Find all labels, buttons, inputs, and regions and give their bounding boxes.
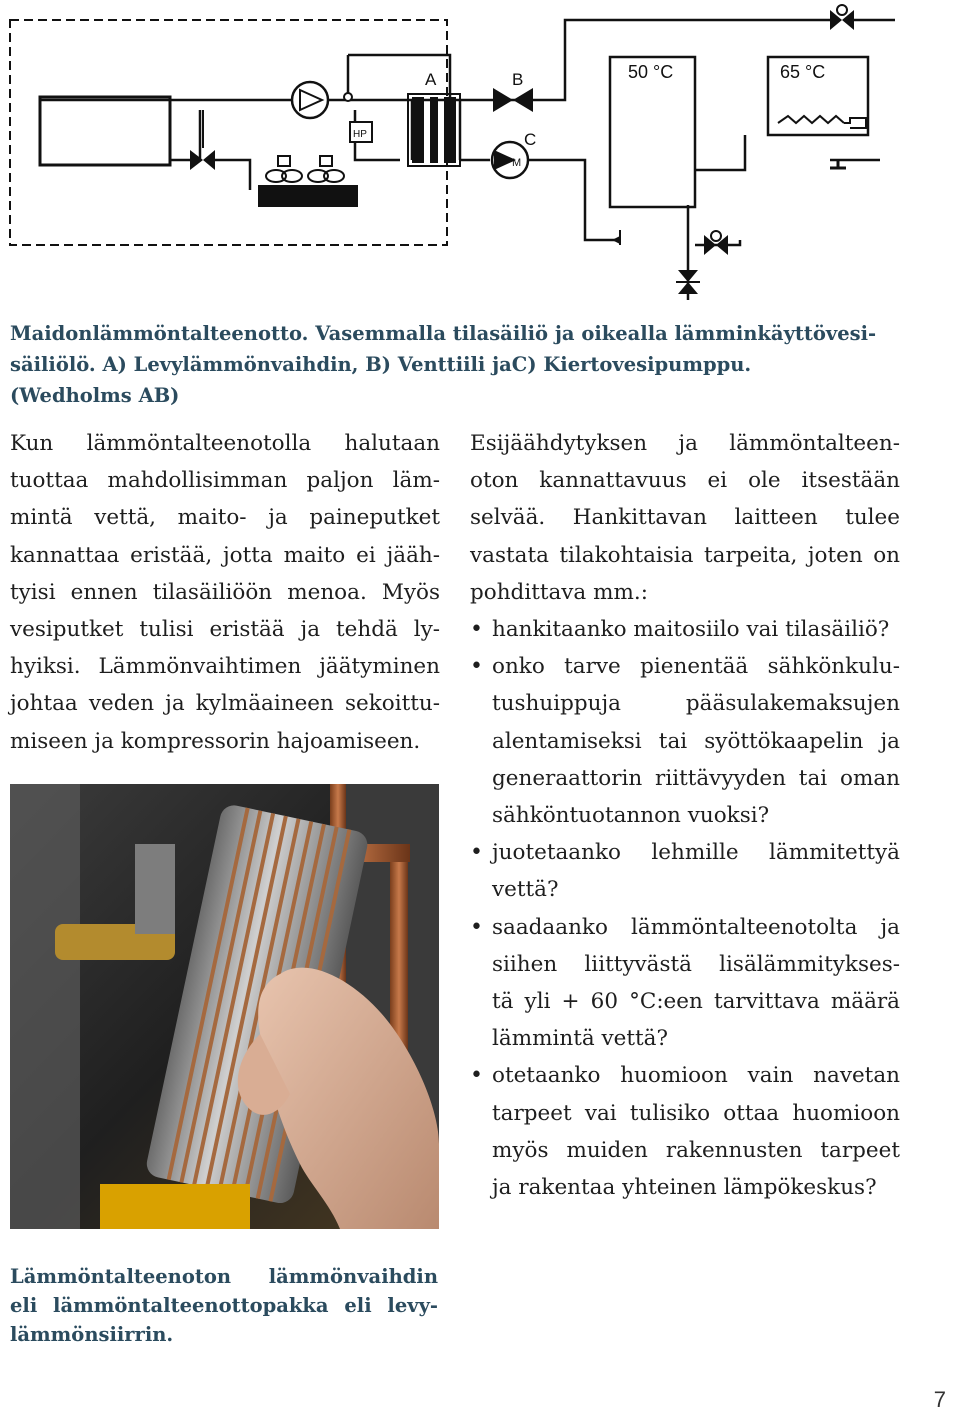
text-line: vesiputket tulisi eristää ja tehdä ly-	[10, 617, 440, 643]
caption-line: Maidonlämmöntalteenotto. Vasemmalla tilasäiliö ja oikealla lämminkäyttövesi-	[10, 322, 877, 345]
caption-line: eli lämmöntalteenottopakka eli levy-	[10, 1294, 438, 1317]
heat-exchanger-photo	[10, 784, 439, 1229]
text-line: sähköntuotannon vuoksi?	[492, 803, 770, 829]
text-line: • hankitaanko maitosiilo vai tilasäiliö?	[492, 617, 890, 643]
label-a: A	[425, 70, 437, 89]
text-line: vastata tilakohtaisia tarpeita, joten on	[470, 542, 900, 568]
text-line: ja rakentaa yhteinen lämpökeskus?	[492, 1175, 877, 1201]
hp-label: HP	[353, 129, 367, 140]
text-line: tushuippuja pääsulakemaksujen	[492, 691, 900, 717]
page-number: 7	[933, 1387, 946, 1412]
text-line: generaattorin riittävyyden tai oman	[492, 765, 900, 791]
text-line: johtaa veden ja kylmäaineen sekoittu-	[10, 691, 440, 717]
caption-line: lämmönsiirrin.	[10, 1323, 174, 1346]
photo-caption	[10, 1262, 438, 1349]
text-line: siihen liittyvästä lisälämmitykses-	[492, 951, 900, 977]
heat-recovery-diagram	[0, 0, 960, 312]
text-line: pohdittava mm.:	[470, 579, 648, 605]
intro-paragraph	[470, 425, 900, 611]
text-line: • onko tarve pienentää sähkönkulu-	[492, 654, 900, 680]
text-line: tä yli + 60 °C:een tarvittava määrä	[492, 989, 900, 1015]
text-line: miseen ja kompressorin hajoamiseen.	[10, 728, 421, 754]
list-item	[470, 909, 900, 1058]
text-line: • juotetaanko lehmille lämmitettyä	[492, 840, 900, 866]
caption-line: säiliölö. A) Levylämmönvaihdin, B) Venttiili jaC) Kiertovesipumppu.	[10, 353, 752, 376]
text-line: oton kannattavuus ei ole itsestään	[470, 468, 900, 494]
photo-illustration	[10, 784, 439, 1229]
list-item	[470, 1057, 900, 1206]
text-line: selvää. Hankittavan laitteen tulee	[470, 505, 900, 531]
text-line: alentamiseksi tai syöttökaapelin ja	[492, 728, 900, 754]
temp-50-label: 50 °C	[628, 62, 674, 82]
text-line: • otetaanko huomioon vain navetan	[492, 1063, 900, 1089]
label-c: C	[524, 130, 537, 149]
text-line: Kun lämmöntalteenotolla halutaan	[10, 431, 440, 456]
text-line: • saadaanko lämmöntalteenotolta ja	[492, 914, 900, 940]
text-line: lämmintä vettä?	[492, 1026, 668, 1052]
right-column	[470, 425, 900, 1206]
diagram-caption	[10, 318, 910, 411]
text-line: mintä vettä, maito- ja paineputket	[10, 505, 440, 531]
text-line: myös muiden rakennusten tarpeet	[492, 1137, 900, 1163]
left-paragraph	[10, 425, 440, 760]
temp-65-label: 65 °C	[780, 62, 826, 82]
caption-line: (Wedholms AB)	[10, 384, 180, 407]
text-line: Esijäähdytyksen ja lämmöntalteen-	[470, 431, 900, 456]
caption-line: Lämmöntalteenoton lämmönvaihdin	[10, 1265, 438, 1288]
question-list	[470, 611, 900, 1206]
text-line: tarpeet vai tulisiko ottaa huomioon	[492, 1100, 900, 1126]
label-m: M	[512, 157, 522, 169]
list-item	[470, 834, 900, 908]
text-line: vettä?	[492, 877, 559, 903]
text-line: tyisi ennen tilasäiliöön menoa. Myös	[10, 579, 440, 605]
text-line: tuottaa mahdollisimman paljon läm-	[10, 468, 440, 494]
list-item	[470, 611, 900, 648]
text-line: hyiksi. Lämmönvaihtimen jäätyminen	[10, 654, 440, 680]
text-line: kannattaa eristää, jotta maito ei jääh-	[10, 542, 440, 568]
list-item	[470, 648, 900, 834]
label-b: B	[512, 70, 524, 89]
